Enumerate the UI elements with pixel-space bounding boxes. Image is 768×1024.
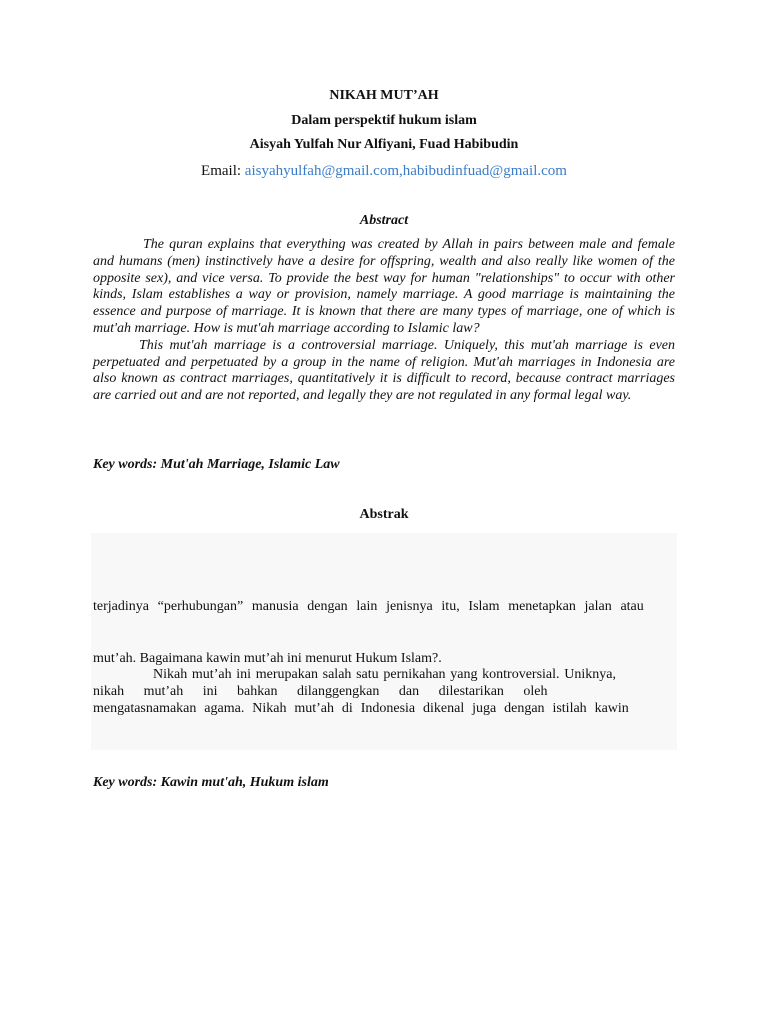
abstrak-line-4: nikah mut’ah ini bahkan dilanggengkan dan dilestarikan oleh (93, 684, 548, 699)
abstrak-line-2: mut’ah. Bagaimana kawin mut’ah ini menurut Hukum Islam?. (93, 651, 442, 666)
email-label: Email: (201, 163, 245, 179)
abstract-keywords: Key words: Mut'ah Marriage, Islamic Law (93, 457, 340, 472)
abstrak-text-box (91, 533, 677, 750)
email-link[interactable]: aisyahyulfah@gmail.com,habibudinfuad@gmail.com (244, 163, 567, 179)
paper-subtitle: Dalam perspektif hukum islam (291, 113, 477, 128)
abstract-paragraph-2: This mut'ah marriage is a controversial marriage. Uniquely, this mut'ah marriage is even perpetuated and perpetuated by a group in the name of religion. Mut'ah marriages in Indonesia are also known as contract marriages, quantitatively it is difficult to record, because contract marriages are carried out and are not reported, and legally they are not regulated in any formal legal way. (93, 337, 675, 404)
abstract-paragraph-1: The quran explains that everything was created by Allah in pairs between male and female and humans (men) instinctively have a desire for offspring, wealth and also really like women of the opposite sex), and vice versa. To provide the best way for human "relationships" to occur with other kinds, Islam establishes a way or provision, namely marriage. A good marriage is maintaining the essence and purpose of marriage. It is known that there are many types of marriage, one of which is mut'ah marriage. How is mut'ah marriage according to Islamic law? (93, 237, 675, 336)
abstrak-line-5: mengatasnamakan agama. Nikah mut’ah di Indonesia dikenal juga dengan istilah kawin (93, 701, 629, 716)
abstract-body (93, 237, 675, 405)
abstrak-line-3: Nikah mut’ah ini merupakan salah satu pernikahan yang kontroversial. Uniknya, (153, 667, 616, 682)
email-line (0, 162, 768, 180)
author-names: Aisyah Yulfah Nur Alfiyani, Fuad Habibudin (249, 137, 519, 152)
abstrak-keywords: Key words: Kawin mut'ah, Hukum islam (93, 775, 329, 790)
abstract-heading: Abstract (359, 213, 409, 228)
paper-title: NIKAH MUT’AH (329, 88, 439, 103)
abstrak-line-1: terjadinya “perhubungan” manusia dengan lain jenisnya itu, Islam menetapkan jalan atau (93, 599, 644, 614)
abstrak-heading: Abstrak (359, 507, 409, 522)
